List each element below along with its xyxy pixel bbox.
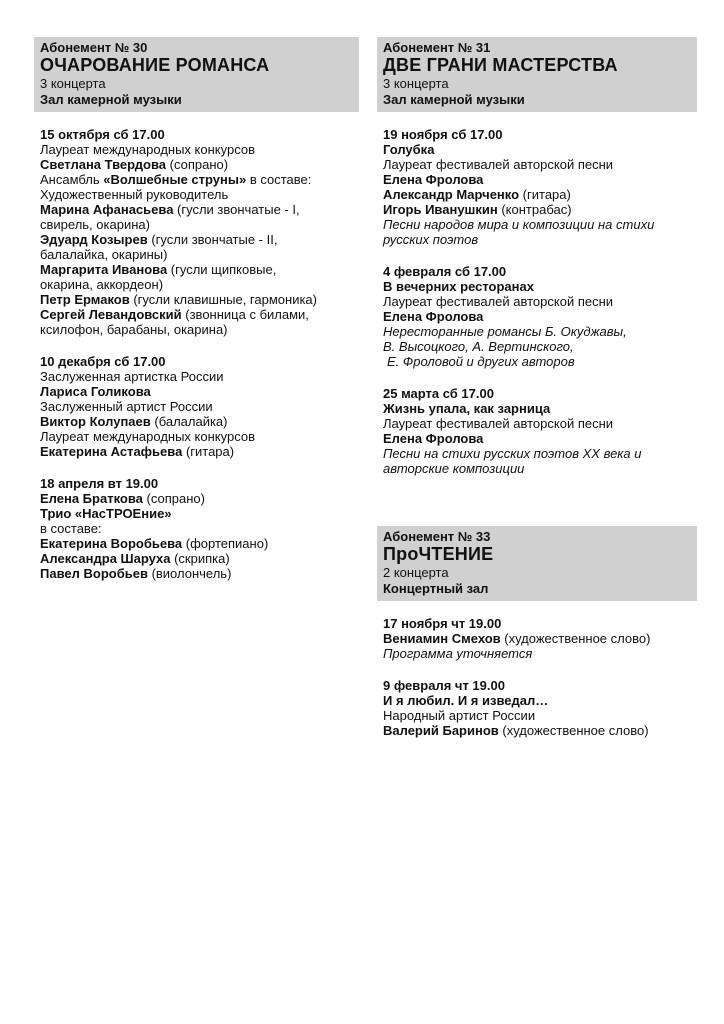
program-description: Песни народов мира и композиции на стихи <box>383 217 655 232</box>
performer-role: (художественное слово) <box>500 631 651 646</box>
performer-role: (сопрано) <box>142 491 205 506</box>
event-date: 19 ноября сб 17.00 <box>383 127 503 142</box>
subscription-title: ПроЧТЕНИЕ <box>383 544 494 564</box>
performer-line <box>383 631 691 646</box>
event-line: Художественный руководитель <box>40 187 229 202</box>
ensemble-name: Трио «НасТРОЕние» <box>40 506 172 521</box>
ensemble-line <box>40 172 353 187</box>
performer-role: (художественное слово) <box>498 723 649 738</box>
concert-count: 3 концерта <box>383 76 449 91</box>
performer-line <box>40 414 353 429</box>
performer-name: Павел Воробьев <box>40 566 148 581</box>
performer-line <box>383 187 691 202</box>
subscription-title: ДВЕ ГРАНИ МАСТЕРСТВА <box>383 55 618 75</box>
program-description: русских поэтов <box>383 232 479 247</box>
event-date: 25 марта сб 17.00 <box>383 386 494 401</box>
performer-name: Эдуард Козырев <box>40 232 148 247</box>
event-line: Лауреат фестивалей авторской песни <box>383 157 614 172</box>
subscription-title: ОЧАРОВАНИЕ РОМАНСА <box>40 55 270 75</box>
event-line: Заслуженная артистка России <box>40 369 224 384</box>
performer-role: (гусли звончатые - II, <box>147 232 278 247</box>
performer-role: (скрипка) <box>170 551 230 566</box>
event-date: 17 ноября чт 19.00 <box>383 616 502 631</box>
subscription-header <box>377 37 697 112</box>
event-line: балалайка, окарины) <box>40 247 168 262</box>
subscription-33 <box>377 526 697 738</box>
concert-event <box>383 264 691 369</box>
performer-name: Петр Ермаков <box>40 292 130 307</box>
performer-role: (балалайка) <box>150 414 228 429</box>
performer-line <box>40 232 353 247</box>
concert-hall: Концертный зал <box>383 581 489 596</box>
performer-line <box>40 551 353 566</box>
event-text: Ансамбль <box>40 172 104 187</box>
performer-name: Екатерина Астафьева <box>40 444 183 459</box>
performer-line <box>383 723 691 738</box>
event-line: Лауреат фестивалей авторской песни <box>383 294 614 309</box>
performer-name: Сергей Левандовский <box>40 307 182 322</box>
subscription-header <box>377 526 697 601</box>
event-date: 18 апреля вт 19.00 <box>40 476 159 491</box>
performer-name: Екатерина Воробьева <box>40 536 183 551</box>
event-line: Лауреат международных конкурсов <box>40 429 255 444</box>
performer-name: Марина Афанасьева <box>40 202 174 217</box>
concert-count: 2 концерта <box>383 565 449 580</box>
subscription-30 <box>34 37 359 581</box>
performer-role: (гусли звончатые - I, <box>173 202 300 217</box>
event-date: 10 декабря сб 17.00 <box>40 354 166 369</box>
performer-role: (гитара) <box>182 444 235 459</box>
program-description: Программа уточняется <box>383 646 533 661</box>
performer-line <box>40 307 353 322</box>
program-title: Голубка <box>383 142 435 157</box>
ensemble-name: «Волшебные струны» <box>103 172 247 187</box>
concert-event <box>40 127 353 337</box>
concert-event <box>383 678 691 738</box>
performer-line <box>40 536 353 551</box>
concert-hall: Зал камерной музыки <box>40 92 182 107</box>
subscription-31 <box>377 37 697 476</box>
concert-hall: Зал камерной музыки <box>383 92 525 107</box>
subscription-header <box>34 37 359 112</box>
subscription-number: Абонемент № 31 <box>383 40 491 55</box>
performer-line <box>40 491 353 506</box>
concert-event <box>40 476 353 581</box>
performer-name: Александр Марченко <box>383 187 520 202</box>
program-description: Е. Фроловой и других авторов <box>387 354 575 369</box>
performer-name: Елена Фролова <box>383 431 484 446</box>
event-line: Лауреат международных конкурсов <box>40 142 255 157</box>
event-date: 15 октября сб 17.00 <box>40 127 165 142</box>
concert-event <box>40 354 353 459</box>
performer-name: Вениамин Смехов <box>383 631 501 646</box>
performer-name: Валерий Баринов <box>383 723 499 738</box>
event-line: свирель, окарина) <box>40 217 150 232</box>
performer-line <box>40 444 353 459</box>
performer-role: (гусли щипковые, <box>167 262 277 277</box>
event-line: Заслуженный артист России <box>40 399 213 414</box>
program-description: Песни на стихи русских поэтов XX века и <box>383 446 642 461</box>
event-line: Народный артист России <box>383 708 536 723</box>
performer-line <box>40 157 353 172</box>
performer-role: (сопрано) <box>166 157 229 172</box>
event-line: ксилофон, барабаны, окарина) <box>40 322 228 337</box>
performer-line <box>383 202 691 217</box>
concert-event <box>383 616 691 661</box>
performer-role: (виолончель) <box>147 566 232 581</box>
program-title: Жизнь упала, как зарница <box>383 401 551 416</box>
performer-name: Елена Фролова <box>383 309 484 324</box>
event-text: в составе: <box>246 172 312 187</box>
event-line: в составе: <box>40 521 102 536</box>
performer-name: Александра Шаруха <box>40 551 171 566</box>
performer-role: (фортепиано) <box>182 536 269 551</box>
subscription-number: Абонемент № 33 <box>383 529 491 544</box>
subscription-number: Абонемент № 30 <box>40 40 148 55</box>
program-title: И я любил. И я изведал… <box>383 693 549 708</box>
performer-name: Лариса Голикова <box>40 384 151 399</box>
performer-name: Елена Фролова <box>383 172 484 187</box>
performer-line <box>40 292 353 307</box>
performer-role: (гитара) <box>519 187 571 202</box>
concert-event <box>383 127 691 247</box>
event-line: окарина, аккордеон) <box>40 277 164 292</box>
program-description: Нересторанные романсы Б. Окуджавы, <box>383 324 627 339</box>
program-description: В. Высоцкого, А. Вертинского, <box>383 339 574 354</box>
performer-role: (контрабас) <box>497 202 572 217</box>
performer-line <box>40 202 353 217</box>
performer-name: Елена Браткова <box>40 491 143 506</box>
performer-name: Игорь Иванушкин <box>383 202 498 217</box>
performer-line <box>40 262 353 277</box>
concert-count: 3 концерта <box>40 76 106 91</box>
performer-name: Светлана Твердова <box>40 157 167 172</box>
performer-name: Виктор Колупаев <box>40 414 151 429</box>
event-date: 4 февраля сб 17.00 <box>383 264 507 279</box>
event-date: 9 февраля чт 19.00 <box>383 678 505 693</box>
performer-role: (звонница с билами, <box>181 307 309 322</box>
program-description: авторские композиции <box>383 461 525 476</box>
performer-line <box>40 566 353 581</box>
concert-event <box>383 386 691 476</box>
event-line: Лауреат фестивалей авторской песни <box>383 416 614 431</box>
performer-name: Маргарита Иванова <box>40 262 168 277</box>
program-title: В вечерних ресторанах <box>383 279 534 294</box>
performer-role: (гусли клавишные, гармоника) <box>129 292 317 307</box>
